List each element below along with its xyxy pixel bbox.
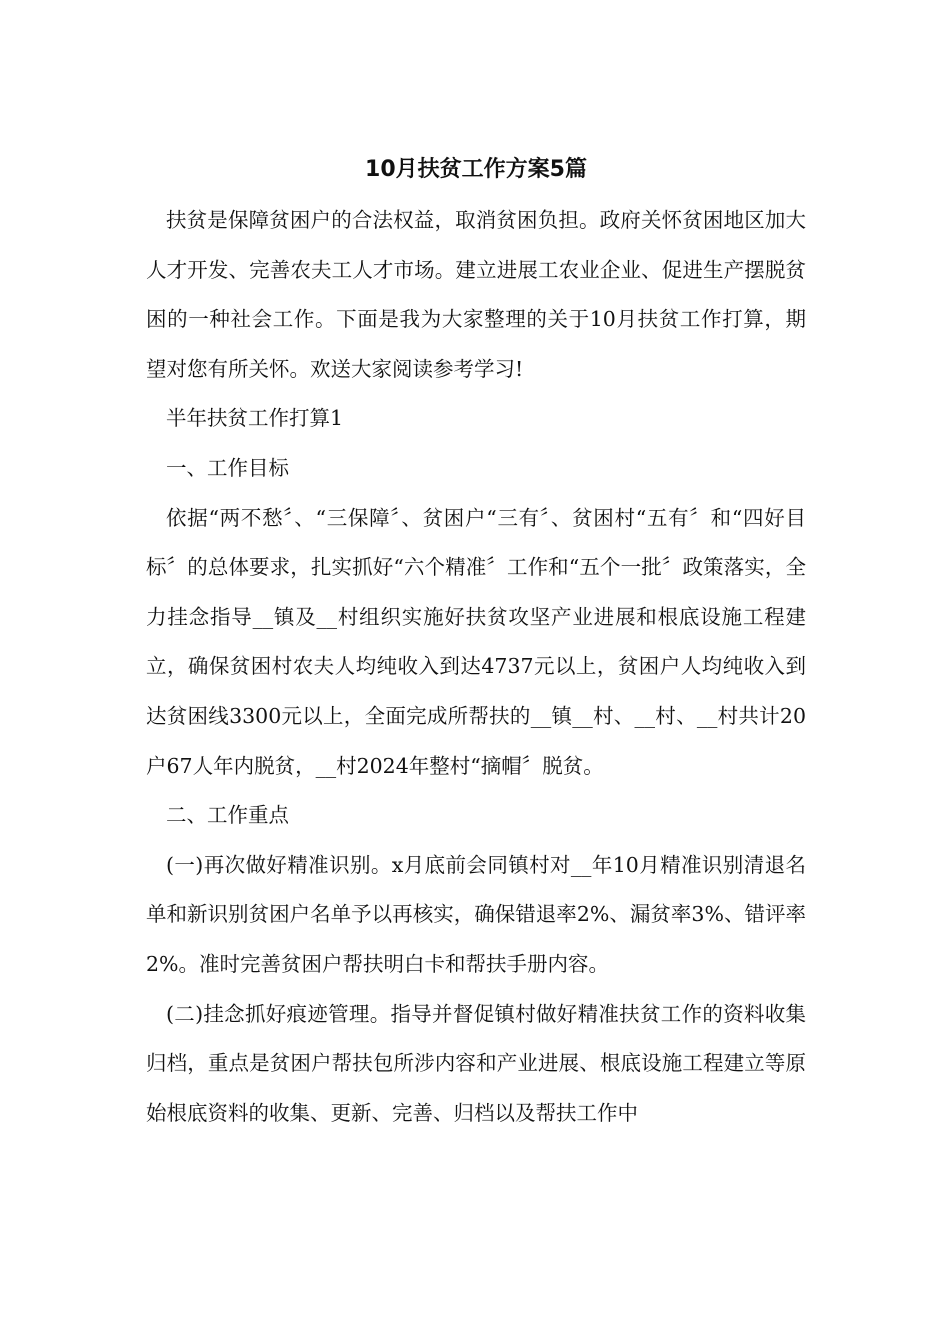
section-heading-goals: 一、工作目标 bbox=[166, 455, 289, 480]
document-title: 10月扶贫工作方案5篇 bbox=[365, 157, 587, 182]
goals-paragraph: 依据“两不愁〞、“三保障〞、贫困户“三有〞、贫困村“五有〞和“四好目标〞的总体要求，扎实抓好“六个精准〞工作和“五个一批〞政策落实，全力挂念指导__镇及__村组织实施好扶贫攻坚产业进展和根底设施工程建立，确保贫困村农夫人均纯收入到达4737元以上，贫困户人均纯收入到达贫困线3300元以上，全面完成所帮扶的__镇__村、__村、__村共计20户67人年内脱贫，__村2024年整村“摘帽〞脱贫。 bbox=[146, 505, 806, 778]
intro-paragraph: 扶贫是保障贫困户的合法权益，取消贫困负担。政府关怀贫困地区加大人才开发、完善农夫工人才市场。建立进展工农业企业、促进生产摆脱贫困的一种社会工作。下面是我为大家整理的关于10月扶贫工作打算，期望对您有所关怀。欢送大家阅读参考学习! bbox=[146, 208, 806, 381]
document-body bbox=[146, 148, 806, 1138]
section-heading-focus: 二、工作重点 bbox=[166, 803, 289, 828]
focus-item-2: (二)挂念抓好痕迹管理。指导并督促镇村做好精准扶贫工作的资料收集归档，重点是贫困户帮扶包所涉内容和产业进展、根底设施工程建立等原始根底资料的收集、更新、完善、归档以及帮扶工作中 bbox=[146, 1001, 806, 1125]
plan-heading: 半年扶贫工作打算1 bbox=[166, 406, 344, 431]
focus-item-1: (一)再次做好精准识别。x月底前会同镇村对__年10月精准识别清退名单和新识别贫困户名单予以再核实，确保错退率2%、漏贫率3%、错评率2%。准时完善贫困户帮扶明白卡和帮扶手册内容。 bbox=[146, 852, 806, 976]
